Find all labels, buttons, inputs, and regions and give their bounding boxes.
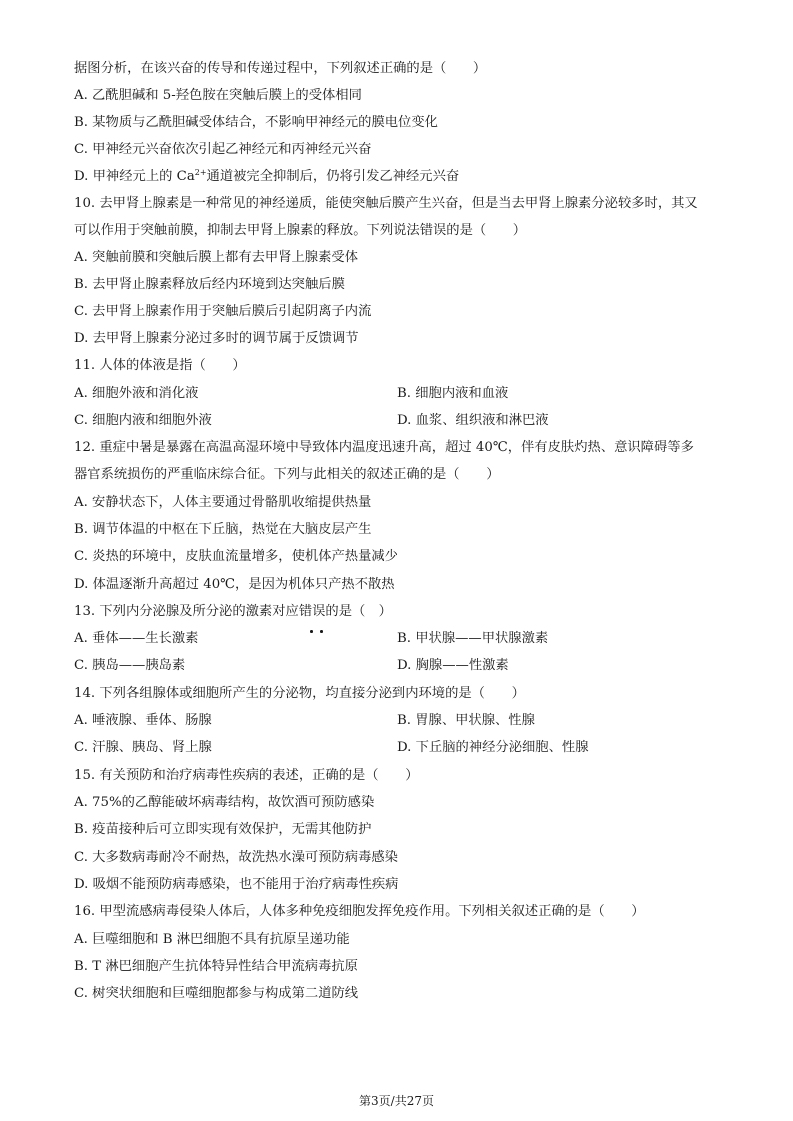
q9-option-d-pre: D. 甲神经元上的 Ca: [74, 169, 195, 184]
q9-stem: 据图分析，在该兴奋的传导和传递过程中，下列叙述正确的是（ ）: [74, 61, 487, 76]
q14-option-d: D. 下丘脑的神经分泌细胞、性腺: [397, 740, 589, 755]
q10-stem-line2: 可以作用于突触前膜，抑制去甲肾上腺素的释放。下列说法错误的是（ ）: [74, 223, 527, 238]
q11-option-d: D. 血浆、组织液和淋巴液: [397, 413, 549, 428]
q14-stem: 14. 下列各组腺体或细胞所产生的分泌物，均直接分泌到内环境的是（ ）: [74, 686, 525, 701]
q11-option-b: B. 细胞内液和血液: [397, 386, 509, 401]
q10-stem-line1: 10. 去甲肾上腺素是一种常见的神经递质，能使突触后膜产生兴奋，但是当去甲肾上腺素分泌较多时，其又: [74, 196, 698, 211]
q15-option-b: B. 疫苗接种后可立即实现有效保护，无需其他防护: [74, 822, 372, 837]
q12-option-d: D. 体温逐渐升高超过 40℃，是因为机体只产热不散热: [74, 577, 395, 592]
q16-option-c: C. 树突状细胞和巨噬细胞都参与构成第二道防线: [74, 986, 359, 1001]
q11-stem: 11. 人体的体液是指（ ）: [74, 358, 246, 373]
q15-option-a: A. 75%的乙醇能破坏病毒结构，故饮酒可预防感染: [74, 795, 375, 810]
q9-option-d-post: 通道被完全抑制后，仍将引发乙神经元兴奋: [206, 169, 460, 184]
q15-option-c: C. 大多数病毒耐冷不耐热，故洗热水澡可预防病毒感染: [74, 850, 398, 865]
q10-option-a: A. 突触前膜和突触后膜上都有去甲肾上腺素受体: [74, 250, 358, 265]
q11-option-c: C. 细胞内液和细胞外液: [74, 413, 212, 428]
q12-option-c: C. 炎热的环境中，皮肤血流量增多，使机体产热量减少: [74, 549, 398, 564]
q12-stem-line2: 器官系统损伤的严重临床综合征。下列与此相关的叙述正确的是（ ）: [74, 467, 500, 482]
q14-option-b: B. 胃腺、甲状腺、性腺: [397, 713, 535, 728]
q12-option-a: A. 安静状态下，人体主要通过骨骼肌收缩提供热量: [74, 495, 372, 510]
q9-option-b: B. 某物质与乙酰胆碱受体结合，不影响甲神经元的膜电位变化: [74, 115, 438, 130]
q9-option-c: C. 甲神经元兴奋依次引起乙神经元和丙神经元兴奋: [74, 142, 372, 157]
q15-option-d: D. 吸烟不能预防病毒感染，也不能用于治疗病毒性疾病: [74, 877, 399, 892]
q16-option-a: A. 巨噬细胞和 B 淋巴细胞不具有抗原呈递功能: [74, 932, 350, 947]
q12-stem-line1: 12. 重症中暑是暴露在高温高湿环境中导致体内温度迅速升高，超过 40℃，伴有皮肤灼热、意识障碍等多: [74, 440, 694, 455]
q13-stem: 13. 下列内分泌腺及所分泌的激素对应错误的是（ ）: [74, 604, 392, 619]
q14-option-a: A. 唾液腺、垂体、肠腺: [74, 713, 212, 728]
q14-option-c: C. 汗腺、胰岛、肾上腺: [74, 740, 212, 755]
q13-option-a: A. 垂体——生长激素: [74, 631, 199, 646]
q13-option-c: C. 胰岛——胰岛素: [74, 658, 186, 673]
q16-stem: 16. 甲型流感病毒侵染人体后，人体多种免疫细胞发挥免疫作用。下列相关叙述正确的是（ ）: [74, 904, 645, 919]
q12-option-b: B. 调节体温的中枢在下丘脑，热觉在大脑皮层产生: [74, 522, 372, 537]
q10-option-d: D. 去甲肾上腺素分泌过多时的调节属于反馈调节: [74, 331, 359, 346]
q10-option-c: C. 去甲肾上腺素作用于突触后膜后引起阴离子内流: [74, 304, 372, 319]
q9-option-a: A. 乙酰胆碱和 5-羟色胺在突触后膜上的受体相同: [74, 88, 362, 103]
q16-option-b: B. T 淋巴细胞产生抗体特异性结合甲流病毒抗原: [74, 959, 358, 974]
q15-stem: 15. 有关预防和治疗病毒性疾病的表述，正确的是（ ）: [74, 768, 419, 783]
q11-option-a: A. 细胞外液和消化液: [74, 386, 199, 401]
q13-option-d: D. 胸腺——性激素: [397, 658, 509, 673]
page-number: 第3页/共27页: [359, 1094, 434, 1108]
q10-option-b: B. 去甲肾止腺素释放后经内环境到达突触后膜: [74, 277, 345, 292]
emphasis-dots: [309, 630, 329, 634]
q13-option-b: B. 甲状腺——甲状腺激素: [397, 631, 549, 646]
q9-option-d-sup: 2+: [194, 168, 207, 177]
q9-option-d: [74, 168, 459, 186]
